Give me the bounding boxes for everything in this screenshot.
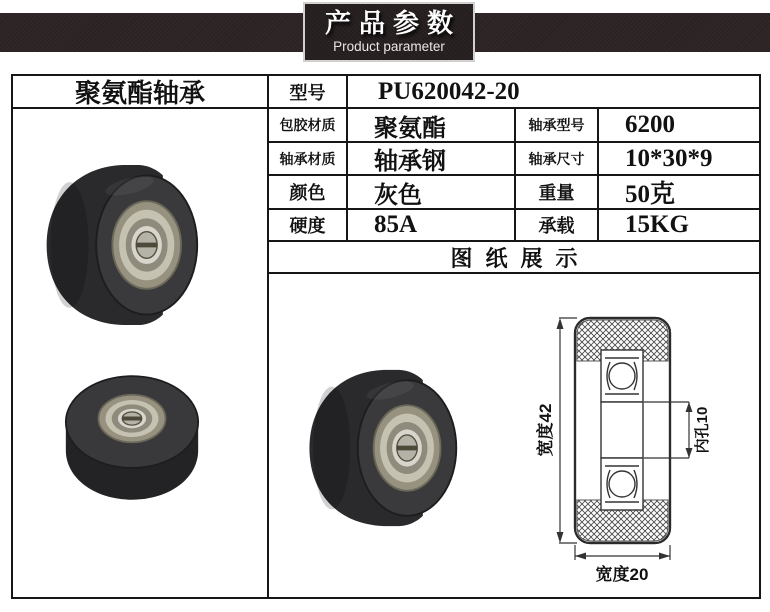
spec-label-bearing-size: 轴承尺寸 xyxy=(516,143,599,176)
dim-bore-label: 内孔10 xyxy=(694,406,711,454)
spec-label-bearing-model: 轴承型号 xyxy=(516,109,599,143)
banner-subtitle: Product parameter xyxy=(333,39,445,55)
product-title: 聚氨酯轴承 xyxy=(13,76,269,109)
product-photo-wheel-angled xyxy=(39,159,201,331)
spec-value-color: 灰色 xyxy=(348,176,516,210)
drawing-panel xyxy=(269,274,759,597)
spec-label-load: 承载 xyxy=(516,210,599,242)
drawing-section-title: 图纸展示 xyxy=(269,242,759,274)
spec-label-hardness: 硬度 xyxy=(269,210,348,242)
spec-label-model: 型号 xyxy=(269,76,348,109)
spec-label-bearing-material: 轴承材质 xyxy=(269,143,348,176)
spec-table xyxy=(11,74,761,599)
spec-value-bearing-material: 轴承钢 xyxy=(348,143,516,176)
spec-value-bearing-size: 10*30*9 xyxy=(599,143,759,176)
dim-height-label: 宽度42 xyxy=(536,403,555,457)
spec-value-coating-material: 聚氨酯 xyxy=(348,109,516,143)
product-photos-panel xyxy=(13,109,269,597)
banner xyxy=(303,2,475,62)
spec-value-weight: 50克 xyxy=(599,176,759,210)
dim-width-label: 宽度20 xyxy=(595,565,649,584)
product-photo-wheel-top xyxy=(57,369,207,506)
spec-value-model: PU620042-20 xyxy=(348,76,759,109)
banner-title: 产品参数 xyxy=(324,7,461,38)
spec-value-load: 15KG xyxy=(599,210,759,242)
spec-label-weight: 重量 xyxy=(516,176,599,210)
spec-value-hardness: 85A xyxy=(348,210,516,242)
spec-value-bearing-model: 6200 xyxy=(599,109,759,143)
spec-label-color: 颜色 xyxy=(269,176,348,210)
technical-drawing xyxy=(525,298,720,593)
spec-label-coating-material: 包胶材质 xyxy=(269,109,348,143)
product-photo-wheel-angled-2 xyxy=(302,364,460,532)
